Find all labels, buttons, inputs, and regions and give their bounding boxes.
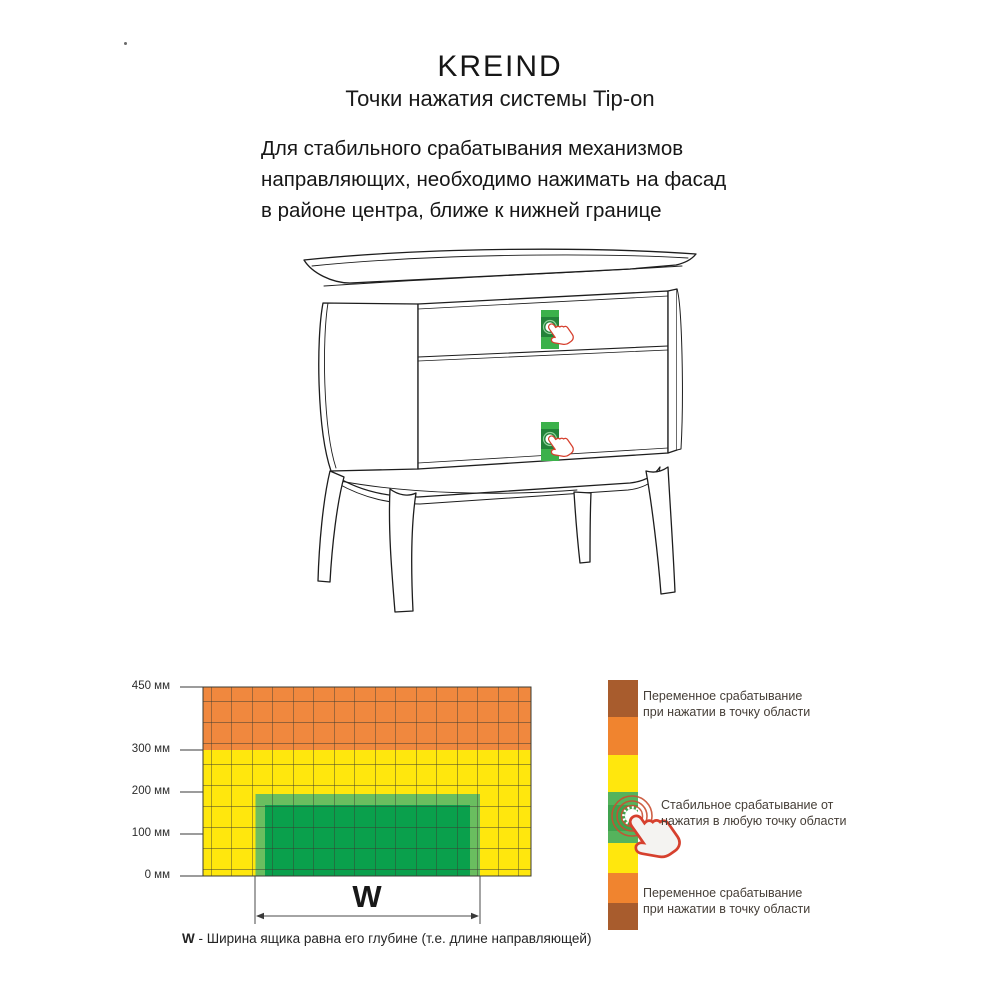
- intro-line: направляющих, необходимо нажимать на фасад: [261, 168, 727, 191]
- legend-seg-brown-top: [608, 680, 638, 717]
- caption-text: - Ширина ящика равна его глубине (т.е. длине направляющей): [194, 931, 592, 946]
- grid-lines: [203, 687, 531, 876]
- legend-seg-orange-bottom: [608, 873, 638, 903]
- width-dimension-label: W: [352, 879, 382, 914]
- legend-seg-orange-top: [608, 717, 638, 755]
- axis-label-300: 300 мм: [131, 743, 170, 755]
- caption-symbol: W: [182, 931, 195, 946]
- nightstand-illustration: [290, 245, 710, 625]
- diagram-caption: [182, 931, 591, 946]
- tabletop: [304, 249, 696, 286]
- legs: [318, 467, 675, 612]
- leg-front-right: [646, 467, 675, 594]
- legend-entry-bottom: [643, 886, 810, 917]
- leg-front-left: [389, 489, 416, 612]
- legend-entry-line: Стабильное срабатывание от: [661, 798, 834, 812]
- legend-entry-line: Переменное срабатывание: [643, 689, 803, 703]
- brand-title: KREIND: [437, 50, 563, 83]
- axis-label-450: 450 мм: [131, 680, 170, 692]
- page-subtitle: Точки нажатия системы Tip-on: [345, 86, 655, 111]
- axis-label-0: 0 мм: [144, 869, 170, 881]
- axis-label-100: 100 мм: [131, 827, 170, 839]
- legend-entry-line: при нажатии в точку области: [643, 704, 811, 719]
- stray-dot: [124, 42, 127, 45]
- legend-entry-line: нажатия в любую точку области: [661, 813, 847, 828]
- legend-seg-brown-bottom: [608, 903, 638, 930]
- intro-line: Для стабильного срабатывания механизмов: [261, 137, 684, 160]
- axis-label-200: 200 мм: [131, 785, 170, 797]
- intro-paragraph: [261, 133, 726, 226]
- base-frame: [334, 467, 660, 504]
- leg-back-right: [574, 492, 591, 563]
- axis-ticks: [180, 687, 203, 876]
- legend-entry-line: при нажатии в точку области: [643, 901, 811, 916]
- leg-back-left: [318, 471, 344, 582]
- intro-line: в районе центра, ближе к нижней границе: [261, 199, 662, 222]
- legend-entry-line: Переменное срабатывание: [643, 886, 803, 900]
- legend-entry-top: [643, 689, 810, 720]
- legend-entry-middle: [661, 798, 846, 829]
- cabinet-body: [319, 289, 683, 471]
